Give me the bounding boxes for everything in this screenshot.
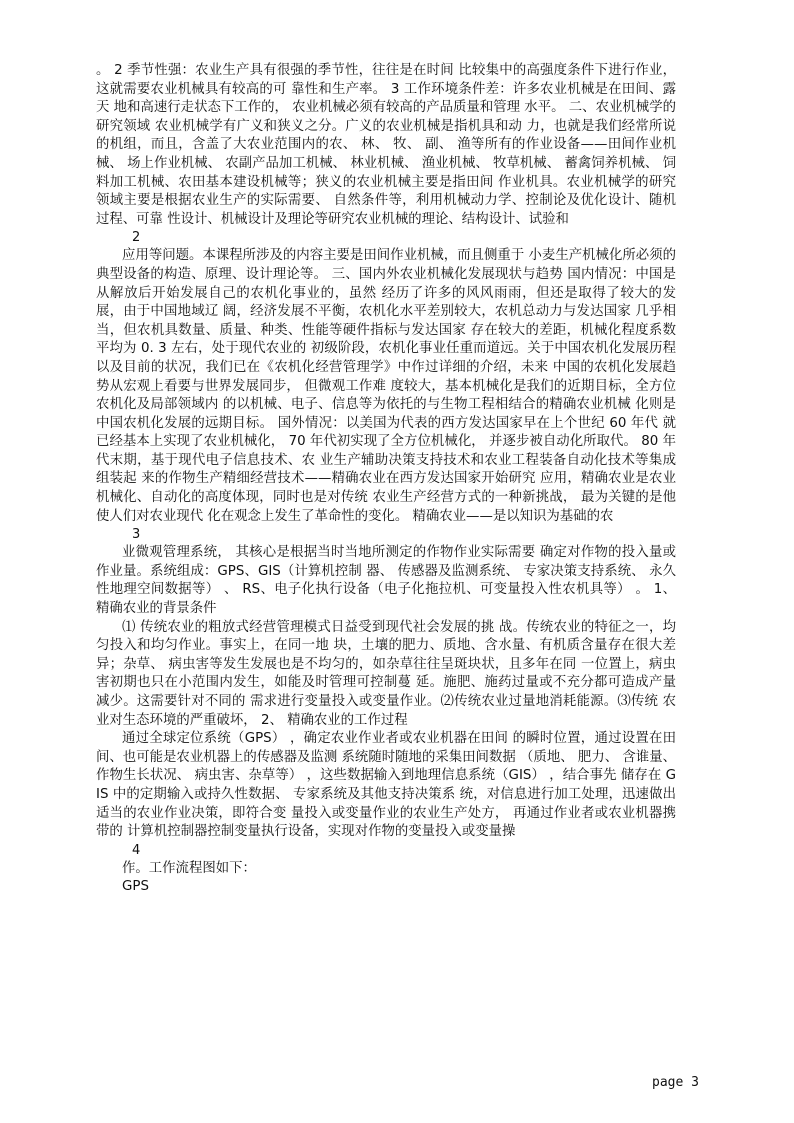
paragraph-gps-label: GPS (122, 879, 149, 895)
paragraph-development-status: 应用等问题。本课程所涉及的内容主要是田间作业机械，而且侧重于 小麦生产机械化所必须的典型设备的构造、原理、设计理论等。 三、国内外农业机械化发展现状与趋势 国内情况：中国是从解放后开始发展自己的农机化事业的，虽然 经历了许多的风风雨雨，但还是取得了较大的发展，由于中国地域辽 阔，经济发展不平衡，农机化水平差别较大，农机总动力与发达国家 几乎相当，但农机具数量、质量、种类、性能等硬件指标与发达国家 存在较大的差距，机械化程度系数平均为 0. 3 左右，处于现代农业的 初级阶段，农机化事业任重而道远。关于中国农机化发展历程以及目前的状况，我们已在《农机化经营管理学》中作过详细的介绍，未来 中国的农机化发展趋势从宏观上看要与世界发展同步， 但微观工作难 度较大，基本机械化是我们的近期目标，全方位农机化及局部领域内 的以机械、电子、信息等为依托的与生物工程相结合的精确农业机械 化则是中国农机化发展的远期目标。 国外情况：以美国为代表的西方发达国家早在上个世纪 60 年代 就已经基本上实现了农业机械化， 70 年代初实现了全方位机械化， 并逐步被自动化所取代。 80 年代末期，基于现代电子信息技术、农 业生产辅助决策支持技术和农业工程装备自动化技术等集成组装起 来的作物生产精细经营技术——精确农业在西方发达国家开始研究 应用，精确农业是农业机械化、自动化的高度体现，同时也是对传统 农业生产经营方式的一种新挑战， 最为关键的是他使人们对农业现代 化在观念上发生了革命性的变化。 精确农业——是以知识为基础的农 (96, 248, 676, 524)
paragraph-precision-agriculture-system: 业微观管理系统， 其核心是根据当时当地所测定的作物作业实际需要 确定对作物的投入量或作业量。系统组成：GPS、GIS（计算机控制 器、 传感器及监测系统、 专家决策支持系统、 永久性地理空间数据等） 、 RS、电子化执行设备（电子化拖拉机、可变量投入性农机具等） 。 1、 精确农业的背景条件 (96, 545, 676, 617)
inline-page-number: 3 (132, 527, 141, 543)
paragraph-background-conditions: ⑴ 传统农业的粗放式经营管理模式日益受到现代社会发展的挑 战。传统农业的特征之一，均匀投入和均匀作业。事实上，在同一地 块，土壤的肥力、质地、含水量、有机质含量存在很大差异；杂草、 病虫害等发生发展也是不均匀的，如杂草往往呈斑块状，且多年在同 一位置上，病虫害初期也只在小范围内发生，如能及时管理可控制蔓 延。施肥、施药过量或不充分都可造成产量减少。这需要针对不同的 需求进行变量投入或变量作业。⑵传统农业过量地消耗能源。⑶传统 农业对生态环境的严重破坏， 2、 精确农业的工作过程 (96, 619, 676, 728)
page-footer: page 3 (652, 1075, 699, 1090)
paragraph-work-process: 通过全球定位系统（GPS） ，确定农业作业者或农业机器在田间 的瞬时位置，通过设置在田间、也可能是农业机器上的传感器及监测 系统随时随地的采集田间数据 （质地、 肥力、 含谁量、 作物生长状况、 病虫害、杂草等） ，这些数据输入到地理信息系统（GIS） ，结合事先 储存在 GIS 中的定期输入或持久性数据、 专家系统及其他支持决策系 统，对信息进行加工处理，迅速做出适当的农业作业决策，即符合变 量投入或变量作业的农业生产处方， 再通过作业者或农业机器携带的 计算机控制器控制变量执行设备，实现对作物的变量投入或变量操 (96, 731, 676, 840)
inline-page-number: 4 (132, 842, 141, 858)
paragraph-flowchart-intro: 作。工作流程图如下： (122, 860, 256, 876)
document-body (96, 62, 676, 897)
paragraph-seasonality: 。 2 季节性强：农业生产具有很强的季节性，往往是在时间 比较集中的高强度条件下进行作业， 这就需要农业机械具有较高的可 靠性和生产率。 3 工作环境条件差：许多农业机械是在田间、露天 地和高速行走状态下工作的， 农业机械必须有较高的产品质量和管理 水平。 二、农业机械学的研究领域 农业机械学有广义和狭义之分。广义的农业机械是指机具和动 力，也就是我们经常所说的机组，而且，含盖了大农业范围内的农、 林、 牧、 副、 渔等所有的作业设备——田间作业机械、 场上作业机械、 农副产品加工机械、 林业机械、 渔业机械、 牧草机械、 蓄禽饲养机械、 饲料加工机械、农田基本建设机械等；狭义的农业机械主要是指田间 作业机具。农业机械学的研究领域主要是根据农业生产的实际需要、 自然条件等，利用机械动力学、控制论及优化设计、随机过程、可靠 性设计、机械设计及理论等研究农业机械的理论、结构设计、试验和 (96, 63, 676, 227)
inline-page-number: 2 (132, 230, 141, 246)
